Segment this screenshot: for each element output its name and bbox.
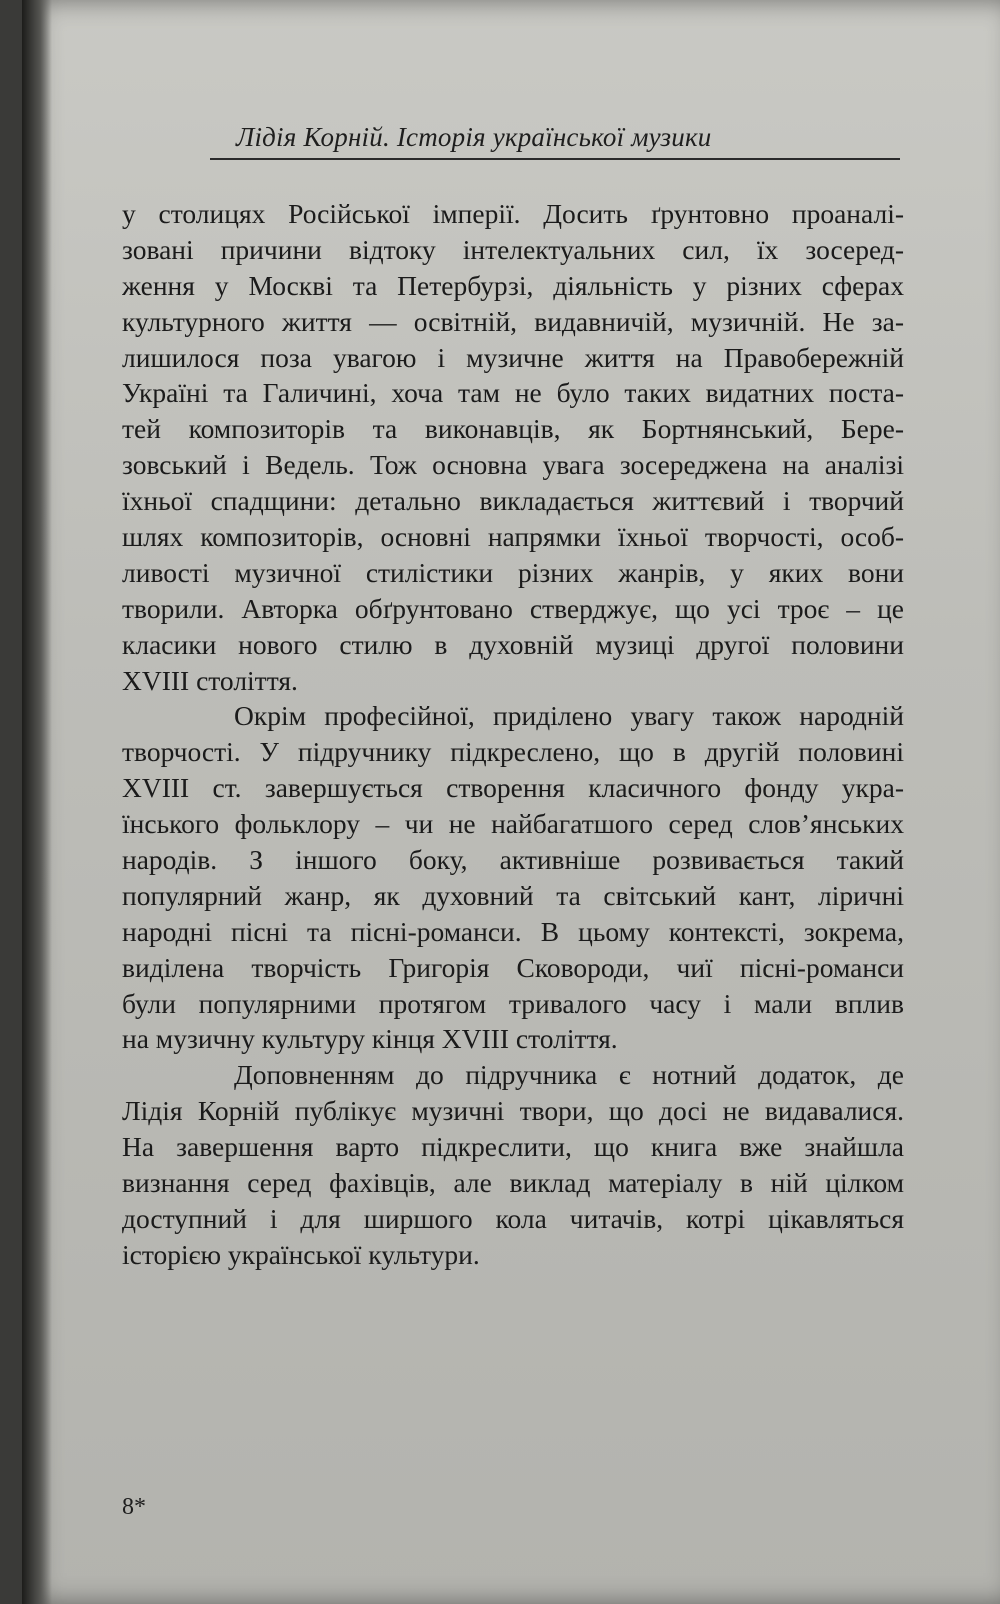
text-line: тей композиторів та виконавців, як Бортнянський, Бере-	[122, 413, 904, 445]
text-line: культурного життя — освітній, видавничій, музичній. Не за-	[122, 305, 904, 337]
text-line: Окрім професійної, приділено увагу також народній	[234, 700, 904, 732]
text-line: Доповненням до підручника є нотний додаток, де	[234, 1059, 904, 1091]
text-line: історією української культури.	[122, 1238, 480, 1270]
text-line: лишилося поза увагою і музичне життя на Правобережній	[122, 341, 904, 373]
text-line: були популярними протягом тривалого часу і мали вплив	[122, 987, 904, 1019]
text-line: XVIII ст. завершується створення класичного фонду укра-	[122, 772, 904, 804]
body-text	[122, 196, 904, 1273]
text-line: виділена творчість Григорія Сковороди, чиї пісні-романси	[122, 951, 904, 983]
text-line: їнського фольклору – чи не найбагатшого серед слов’янських	[122, 808, 904, 840]
text-line: їхньої спадщини: детально викладається життєвий і творчий	[122, 485, 904, 517]
text-line: популярний жанр, як духовний та світський кант, ліричні	[122, 879, 904, 911]
text-line: ливості музичної стилістики різних жанрів, у яких вони	[122, 556, 904, 588]
text-line: ження у Москві та Петербурзі, діяльність у різних сферах	[122, 269, 904, 301]
text-line: Україні та Галичині, хоча там не було таких видатних поста-	[122, 377, 904, 409]
text-line: творчості. У підручнику підкреслено, що в другій половині	[122, 736, 904, 768]
text-line: На завершення варто підкреслити, що книга вже знайшла	[122, 1131, 904, 1163]
text-line: на музичну культуру кінця XVIII століття.	[122, 1023, 618, 1055]
text-line: Лідія Корній публікує музичні твори, що досі не видавалися.	[122, 1095, 904, 1127]
running-header-title: Лідія Корній. Історія української музики	[236, 122, 712, 152]
book-page	[22, 0, 1000, 1604]
text-line: визнання серед фахівців, але виклад матеріалу в ній цілком	[122, 1167, 904, 1199]
running-header	[232, 118, 912, 158]
text-line: народні пісні та пісні-романси. В цьому контексті, зокрема,	[122, 915, 904, 947]
text-line: зовані причини відтоку інтелектуальних сил, їх зосеред-	[122, 233, 904, 265]
text-line: зовський і Ведель. Тож основна увага зосереджена на аналізі	[122, 449, 904, 481]
page-gutter-shadow	[22, 0, 52, 1604]
page-number: 8*	[122, 1494, 146, 1520]
text-line: народів. З іншого боку, активніше розвивається такий	[122, 844, 904, 876]
text-line: творили. Авторка обґрунтовано стверджує, що усі троє – це	[122, 592, 904, 624]
text-line: класики нового стилю в духовній музиці другої половини	[122, 628, 904, 660]
header-rule	[210, 158, 900, 160]
text-line: шлях композиторів, основні напрямки їхньої творчості, особ-	[122, 521, 904, 553]
text-line: у столицях Російської імперії. Досить ґрунтовно проаналі-	[122, 198, 904, 229]
text-line: XVIII століття.	[122, 664, 298, 696]
text-line: доступний і для ширшого кола читачів, котрі цікавляться	[122, 1202, 904, 1234]
